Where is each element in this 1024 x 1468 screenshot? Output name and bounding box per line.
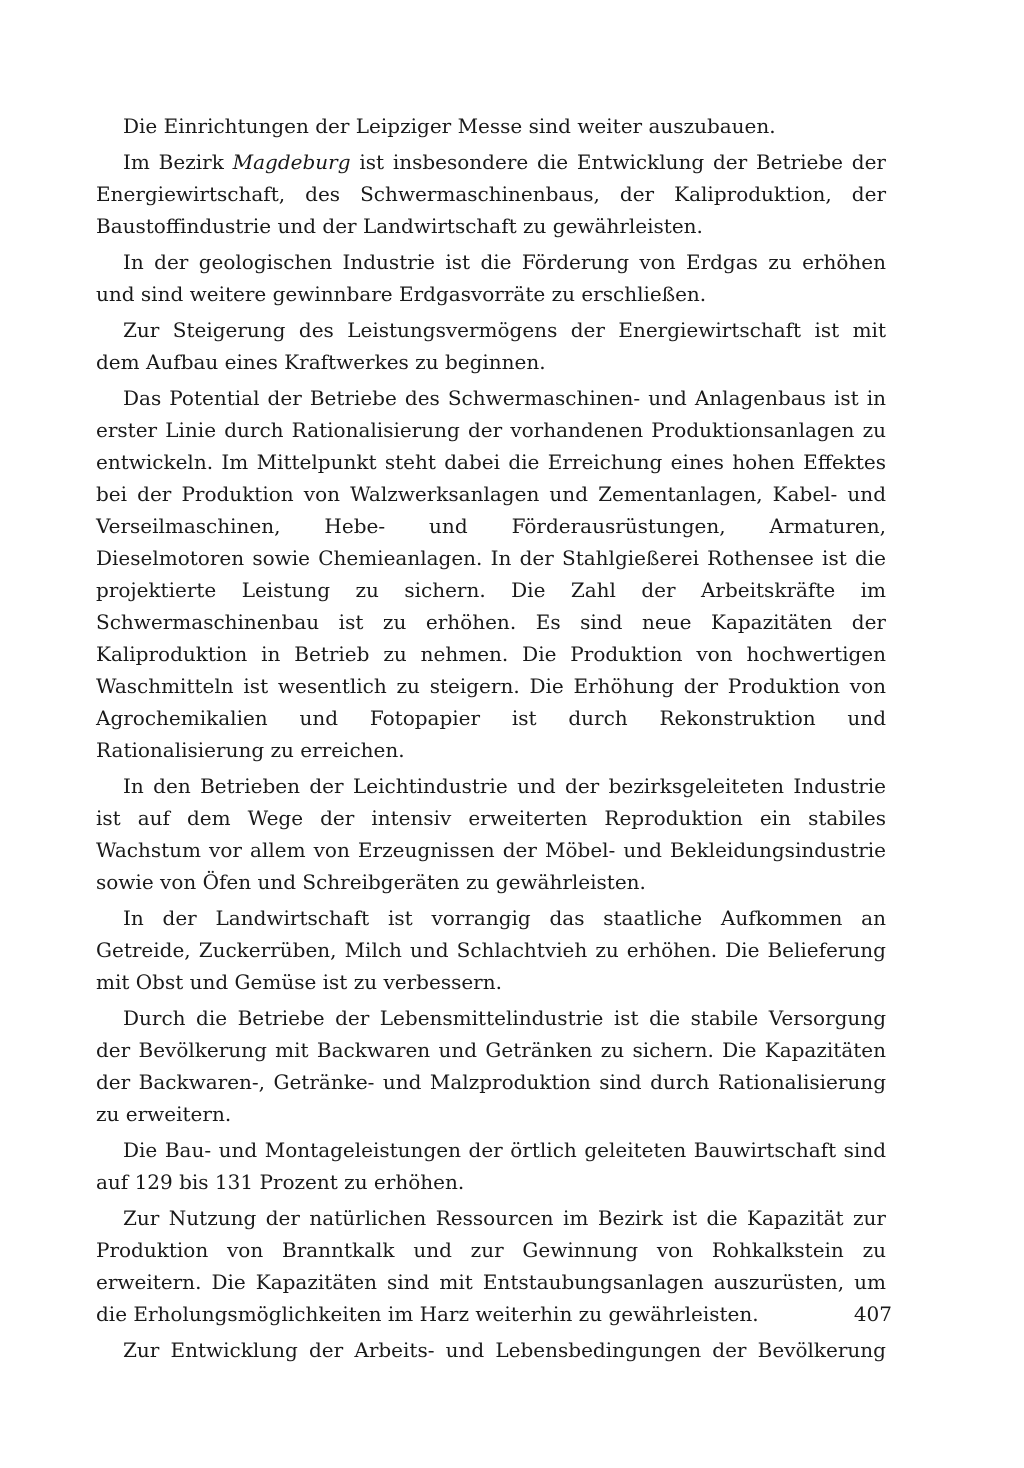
paragraph: Die Bau- und Montageleistungen der örtlich geleiteten Bauwirtschaft sind auf 129 bis 131 Prozent zu erhöhen. [96,1138,886,1194]
text-segment: ist insbesondere die Entwicklung der Betriebe der Energiewirtschaft, des Schwermaschinenbaus, der Kaliproduktion, der Baustoffindustrie und der Landwirtschaft zu gewährleisten. [96,150,886,238]
paragraph [96,146,886,242]
paragraph: In der geologischen Industrie ist die Förderung von Erdgas zu erhöhen und sind weitere gewinnbare Erdgasvorräte zu erschließen. [96,250,886,306]
italic-place-name: Magdeburg [232,150,351,174]
paragraph: Das Potential der Betriebe des Schwermaschinen- und Anlagenbaus ist in erster Linie durch Rationalisierung der vorhandenen Produktionsanlagen zu entwickeln. Im Mittelpunkt steht dabei die Erreichung eines hohen Effektes bei der Produktion von Walzwerksanlagen und Zementanlagen, Kabel- und Verseilmaschinen, Hebe- und Förderausrüstungen, Armaturen, Dieselmotoren sowie Chemieanlagen. In der Stahlgießerei Rothensee ist die projektierte Leistung zu sichern. Die Zahl der Arbeitskräfte im Schwermaschinenbau ist zu erhöhen. Es sind neue Kapazitäten der Kaliproduktion in Betrieb zu nehmen. Die Produktion von hochwertigen Waschmitteln ist wesentlich zu steigern. Die Erhöhung der Produktion von Agrochemikalien und Fotopapier ist durch Rekonstruktion und Rationalisierung zu erreichen. [96,386,886,762]
text-segment: Im Bezirk [123,150,233,174]
paragraph-continued: Zur Entwicklung der Arbeits- und Lebensbedingungen der Bevölkerung [123,1338,886,1362]
paragraph: Durch die Betriebe der Lebensmittelindustrie ist die stabile Versorgung der Bevölkerung mit Backwaren und Getränken zu sichern. Die Kapazitäten der Backwaren-, Getränke- und Malzproduktion sind durch Rationalisierung zu erweitern. [96,1006,886,1126]
paragraph: In den Betrieben der Leichtindustrie und der bezirksgeleiteten Industrie ist auf dem Wege der intensiv erweiterten Reproduktion ein stabiles Wachstum vor allem von Erzeugnissen der Möbel- und Bekleidungsindustrie sowie von Öfen und Schreibgeräten zu gewährleisten. [96,774,886,894]
document-page [96,110,886,1410]
paragraph: In der Landwirtschaft ist vorrangig das staatliche Aufkommen an Getreide, Zuckerrüben, Milch und Schlachtvieh zu erhöhen. Die Belieferung mit Obst und Gemüse ist zu verbessern. [96,906,886,994]
paragraph: Zur Nutzung der natürlichen Ressourcen im Bezirk ist die Kapazität zur Produktion von Branntkalk und zur Gewinnung von Rohkalkstein zu erweitern. Die Kapazitäten sind mit Entstaubungsanlagen auszurüsten, um die Erholungsmöglichkeiten im Harz weiterhin zu gewährleisten. [96,1206,886,1326]
paragraph: Die Einrichtungen der Leipziger Messe sind weiter auszubauen. [123,114,776,138]
page-number: 407 [853,1302,892,1326]
paragraph: Zur Steigerung des Leistungsvermögens der Energiewirtschaft ist mit dem Aufbau eines Kraftwerkes zu beginnen. [96,318,886,374]
